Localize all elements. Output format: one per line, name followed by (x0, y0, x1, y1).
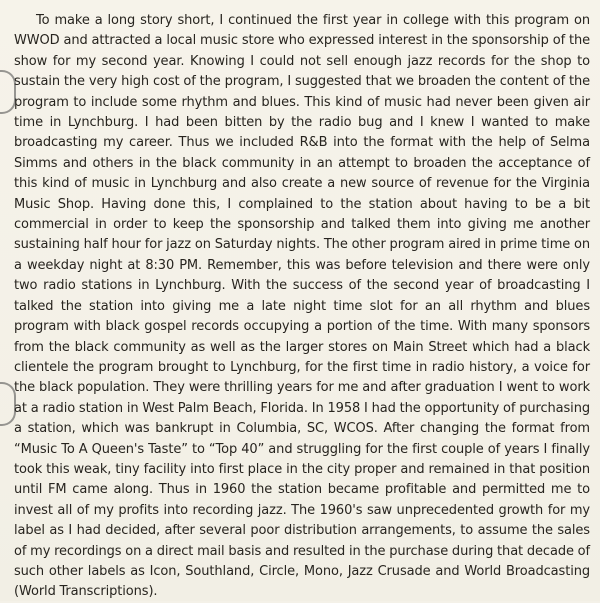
body-paragraph: To make a long story short, I continued the first year in college with this program on WWOD and attracted a local music store who expressed interest in the sponsorship of the show for my second year. Knowing I could not sell enough jazz records for the shop to sustain the very high cost of the program, I suggested that we broaden the content of the program to include some rhythm and blues. This kind of music had never been given air time in Lynchburg. I had been bitten by the radio bug and I knew I wanted to make broadcasting my career. Thus we included R&B into the format with the help of Selma Simms and others in the black community in an attempt to broaden the acceptance of this kind of music in Lynchburg and also create a new source of revenue for the Virginia Music Shop. Having done this, I complained to the station about having to be a bit commercial in order to keep the sponsorship and talked them into giving me another sustaining half hour for jazz on Saturday nights. The other program aired in prime time on a weekday night at 8:30 PM. Remember, this was before television and there were only two radio stations in Lynchburg. With the success of the second year of broadcasting I talked the station into giving me a late night time slot for an all rhythm and blues program with black gospel records occupying a portion of the time. With many sponsors from the black community as well as the larger stores on Main Street which had a black clientele the program brought to Lynchburg, for the first time in radio history, a voice for the black population. They were thrilling years for me and after graduation I went to work at a radio station in West Palm Beach, Florida. In 1958 I had the opportunity of purchasing a station, which was bankrupt in Columbia, SC, WCOS. After changing the format from “Music To A Queen's Taste” to “Top 40” and struggling for the first couple of years I finally took this weak, tiny facility into first place in the city proper and remained in that position until FM came along. Thus in 1960 the station became profitable and permitted me to invest all of my profits into recording jazz. The 1960's saw unprecedented growth for my label as I had decided, after several poor distribution arrangements, to assume the sales of my recordings on a direct mail basis and resulted in the purchase during that decade of such other labels as Icon, Southland, Circle, Mono, Jazz Crusade and World Broadcasting (World Transcriptions). (14, 13, 590, 600)
